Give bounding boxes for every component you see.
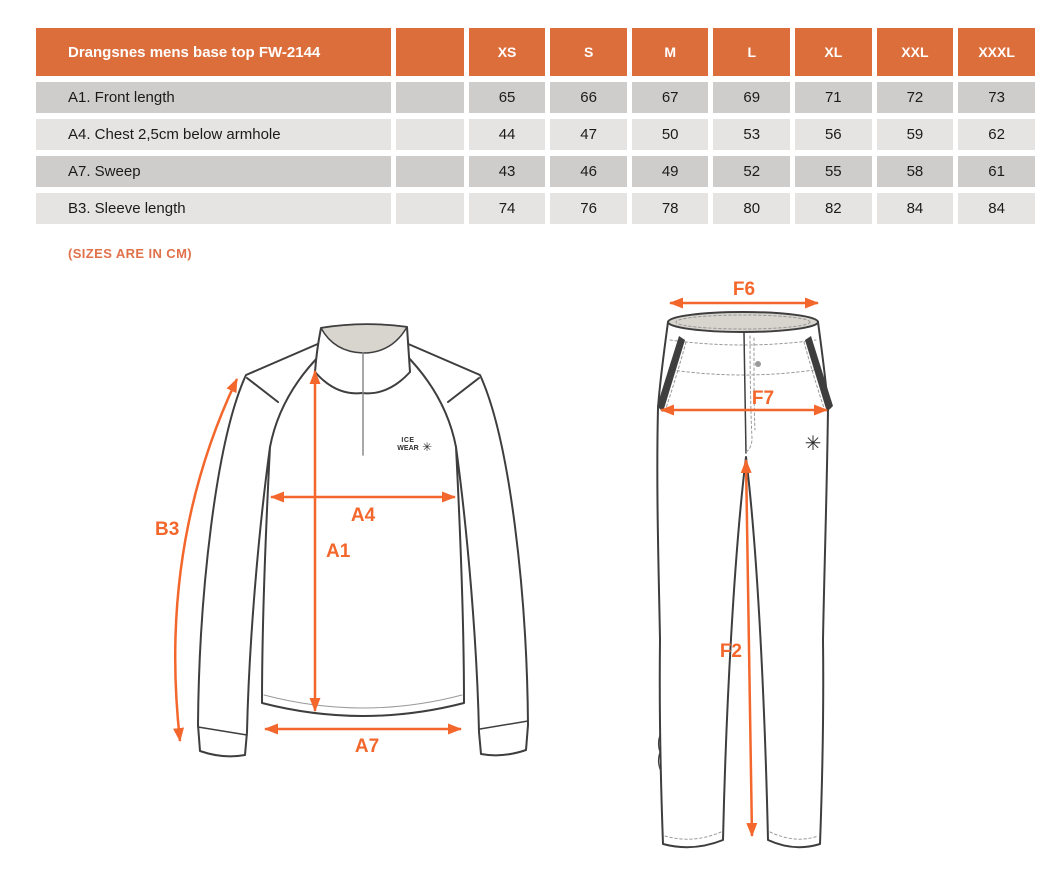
size-value: 61 — [958, 156, 1035, 187]
size-value: 84 — [958, 193, 1035, 224]
size-column-header: M — [632, 28, 709, 76]
waist-opening — [668, 312, 818, 332]
product-title: Drangsnes mens base top FW-2144 — [36, 28, 391, 76]
size-column-header: L — [713, 28, 790, 76]
size-value: 71 — [795, 82, 872, 113]
size-value: 53 — [713, 119, 790, 150]
logo-snowflake-icon: ✳ — [421, 440, 433, 454]
pants-snowflake-icon: ✳ — [804, 433, 822, 455]
size-value: 66 — [550, 82, 627, 113]
size-value: 56 — [795, 119, 872, 150]
size-value: 74 — [469, 193, 546, 224]
size-column-header: S — [550, 28, 627, 76]
row-spacer-cell — [396, 156, 464, 187]
header-spacer-cell — [396, 28, 464, 76]
size-value: 59 — [877, 119, 954, 150]
measurement-label: A1. Front length — [36, 82, 391, 113]
table-row — [36, 156, 1035, 187]
table-row — [36, 82, 1035, 113]
f2-label: F2 — [719, 641, 742, 662]
size-value: 46 — [550, 156, 627, 187]
size-value: 50 — [632, 119, 709, 150]
size-value: 80 — [713, 193, 790, 224]
a1-label: A1 — [326, 541, 351, 562]
size-value: 49 — [632, 156, 709, 187]
b3-label: B3 — [155, 519, 180, 540]
size-value: 58 — [877, 156, 954, 187]
logo-text-line1: ICE — [401, 437, 415, 444]
a4-label: A4 — [350, 505, 376, 526]
table-row — [36, 119, 1035, 150]
measurement-label: B3. Sleeve length — [36, 193, 391, 224]
size-value: 55 — [795, 156, 872, 187]
f7-label: F7 — [751, 388, 775, 409]
pants-diagram — [630, 280, 870, 880]
size-value: 44 — [469, 119, 546, 150]
measurement-label: A4. Chest 2,5cm below armhole — [36, 119, 391, 150]
f6-label: F6 — [732, 280, 756, 300]
row-spacer-cell — [396, 119, 464, 150]
size-column-header: XL — [795, 28, 872, 76]
size-value: 65 — [469, 82, 546, 113]
f2-inseam-arrow — [746, 460, 752, 836]
row-spacer-cell — [396, 82, 464, 113]
units-note: (SIZES ARE IN CM) — [68, 246, 193, 261]
row-spacer-cell — [396, 193, 464, 224]
pants-outline — [657, 322, 828, 847]
size-column-header: XXL — [877, 28, 954, 76]
size-value: 78 — [632, 193, 709, 224]
size-value: 72 — [877, 82, 954, 113]
size-value: 84 — [877, 193, 954, 224]
measurement-label: A7. Sweep — [36, 156, 391, 187]
size-value: 82 — [795, 193, 872, 224]
size-column-header: XS — [469, 28, 546, 76]
waist-button — [755, 361, 761, 367]
size-value: 73 — [958, 82, 1035, 113]
size-table-header-row — [36, 28, 1035, 76]
size-column-header: XXXL — [958, 28, 1035, 76]
size-value: 47 — [550, 119, 627, 150]
base-top-diagram — [130, 295, 590, 775]
size-value: 43 — [469, 156, 546, 187]
a7-label: A7 — [354, 736, 380, 757]
size-value: 76 — [550, 193, 627, 224]
size-value: 62 — [958, 119, 1035, 150]
size-table — [31, 22, 1040, 230]
logo-text-line2: WEAR — [397, 445, 419, 452]
size-value: 69 — [713, 82, 790, 113]
size-value: 52 — [713, 156, 790, 187]
size-value: 67 — [632, 82, 709, 113]
table-row — [36, 193, 1035, 224]
